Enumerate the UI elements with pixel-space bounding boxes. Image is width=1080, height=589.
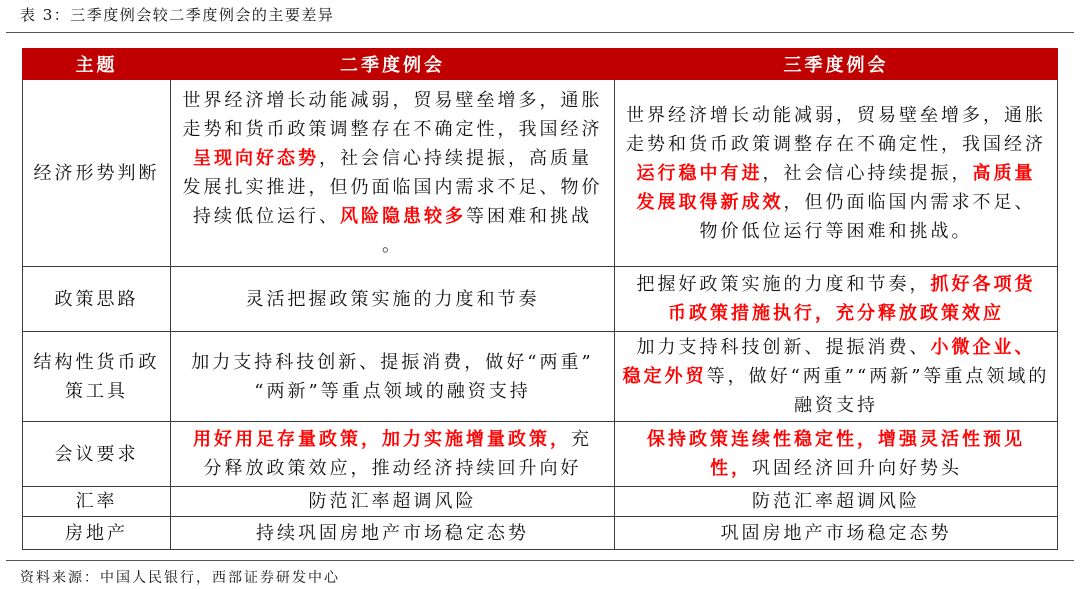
cell-line <box>175 487 610 516</box>
table-row <box>23 422 1058 487</box>
highlighted-text: 发展取得新成效 <box>636 191 784 213</box>
q2-meeting-cell <box>171 332 615 422</box>
cell-text: 防范汇率超调风险 <box>752 491 920 512</box>
cell-text: 物价低位运行等困难和挑战。 <box>699 220 973 242</box>
caption-divider <box>6 32 1074 33</box>
table-header-row <box>23 49 1058 80</box>
table-row <box>23 487 1058 517</box>
topic-cell <box>23 80 171 267</box>
cell-line <box>619 425 1053 454</box>
source-divider <box>6 560 1074 561</box>
cell-text: 加力支持科技创新、提振消费、 <box>636 337 931 358</box>
q3-meeting-cell <box>615 267 1058 332</box>
topic-label: 政策思路 <box>54 288 139 310</box>
cell-text: “两新”等重点领域的融资支持 <box>254 380 531 402</box>
comparison-table <box>22 48 1058 550</box>
topic-label: 会议要求 <box>54 443 139 465</box>
cell-text: ，社会信心持续提振， <box>762 162 973 184</box>
cell-text: 防范汇率超调风险 <box>308 491 477 512</box>
topic-cell <box>23 332 171 422</box>
header-topic: 主题 <box>23 49 171 80</box>
cell-text: 加力支持科技创新、提振消费，做好“两重” <box>191 351 594 373</box>
topic-label: 汇率 <box>75 491 118 512</box>
cell-text: ，但仍面临国内需求不足、 <box>783 191 1036 213</box>
source-note: 资料来源：中国人民银行，西部证券研发中心 <box>20 570 340 586</box>
highlighted-text: 币政策措施执行，充分释放政策效应 <box>668 303 1004 324</box>
q2-meeting-cell <box>171 422 615 487</box>
cell-line <box>175 231 610 260</box>
q3-meeting-cell <box>615 332 1058 422</box>
cell-text: 。 <box>382 235 403 256</box>
cell-line <box>175 202 610 231</box>
cell-text: 走势和货币政策调整存在不确定性，我国经济 <box>182 119 603 140</box>
cell-text: 世界经济增长动能减弱，贸易壁垒增多，通胀 <box>626 104 1046 126</box>
cell-line <box>619 454 1053 483</box>
cell-line <box>175 348 610 377</box>
table-row <box>23 517 1058 550</box>
q2-meeting-cell <box>171 517 615 550</box>
cell-text: 融资支持 <box>794 395 878 416</box>
cell-line <box>619 159 1053 188</box>
cell-text: 充 <box>571 429 592 450</box>
q3-meeting-cell <box>615 487 1058 517</box>
cell-text: 灵活把握政策实施的力度和节奏 <box>245 288 540 310</box>
highlighted-text: 小微企业、 <box>930 337 1036 358</box>
q2-meeting-cell <box>171 487 615 517</box>
cell-line <box>175 377 610 406</box>
cell-line <box>175 144 610 173</box>
highlighted-text: 风险隐患较多 <box>340 206 466 227</box>
cell-line <box>175 115 610 144</box>
topic-label: 房地产 <box>65 522 128 544</box>
q2-meeting-cell <box>171 267 615 332</box>
cell-text: 持续巩固房地产市场稳定态势 <box>256 522 529 544</box>
cell-text: 等，做好“两重”“两新”等重点领域的 <box>706 366 1050 387</box>
table-row <box>23 332 1058 422</box>
q2-meeting-cell <box>171 80 615 267</box>
topic-label: 策工具 <box>65 380 128 402</box>
cell-text: 巩固房地产市场稳定态势 <box>720 522 952 544</box>
table-row <box>23 267 1058 332</box>
cell-line <box>175 454 610 483</box>
cell-line <box>619 270 1053 299</box>
cell-text: 持续低位运行、 <box>193 206 340 227</box>
cell-line <box>619 333 1053 362</box>
cell-line <box>619 391 1053 420</box>
cell-line <box>175 519 610 548</box>
topic-cell <box>23 267 171 332</box>
cell-line <box>619 519 1053 548</box>
cell-text: ，社会信心持续提振，高质量 <box>319 148 592 169</box>
cell-line <box>175 86 610 115</box>
cell-line <box>619 299 1053 328</box>
cell-text: 发展扎实推进，但仍面临国内需求不足、物价 <box>182 177 603 198</box>
cell-line <box>175 173 610 202</box>
cell-line <box>619 188 1053 217</box>
highlighted-text: 保持政策连续性稳定性，增强灵活性预见 <box>647 429 1025 450</box>
cell-text: 世界经济增长动能减弱，贸易壁垒增多，通胀 <box>182 90 603 111</box>
topic-cell <box>23 487 171 517</box>
cell-text: 巩固经济回升向好势头 <box>752 458 962 479</box>
cell-text: 分释放政策效应，推动经济持续回升向好 <box>203 458 582 479</box>
highlighted-text: 抓好各项货 <box>930 274 1036 295</box>
q3-meeting-cell <box>615 422 1058 487</box>
cell-line <box>619 130 1053 159</box>
topic-cell <box>23 517 171 550</box>
cell-line <box>619 217 1053 246</box>
highlighted-text: 稳定外贸 <box>622 366 707 387</box>
cell-line <box>175 285 610 314</box>
highlighted-text: 呈现向好态势 <box>193 148 319 169</box>
q3-meeting-cell <box>615 80 1058 267</box>
cell-text: 把握好政策实施的力度和节奏， <box>636 274 931 295</box>
table-body <box>23 80 1058 550</box>
highlighted-text: 高质量 <box>972 162 1036 184</box>
topic-label: 经济形势判断 <box>33 162 160 184</box>
table-caption: 表 3：三季度例会较二季度例会的主要差异 <box>20 6 335 24</box>
header-q3-meeting: 三季度例会 <box>615 49 1058 80</box>
cell-text: 走势和货币政策调整存在不确定性，我国经济 <box>626 133 1046 155</box>
cell-text: 等困难和挑战 <box>466 206 592 227</box>
header-q2-meeting: 二季度例会 <box>171 49 615 80</box>
topic-cell <box>23 422 171 487</box>
highlighted-text: 运行稳中有进 <box>636 162 763 184</box>
topic-label: 结构性货币政 <box>33 351 160 373</box>
q3-meeting-cell <box>615 517 1058 550</box>
cell-line <box>619 487 1053 516</box>
cell-line <box>175 425 610 454</box>
cell-line <box>619 101 1053 130</box>
highlighted-text: 性， <box>710 458 752 479</box>
highlighted-text: 用好用足存量政策，加力实施增量政策， <box>193 429 571 450</box>
table-row <box>23 80 1058 267</box>
cell-line <box>619 362 1053 391</box>
